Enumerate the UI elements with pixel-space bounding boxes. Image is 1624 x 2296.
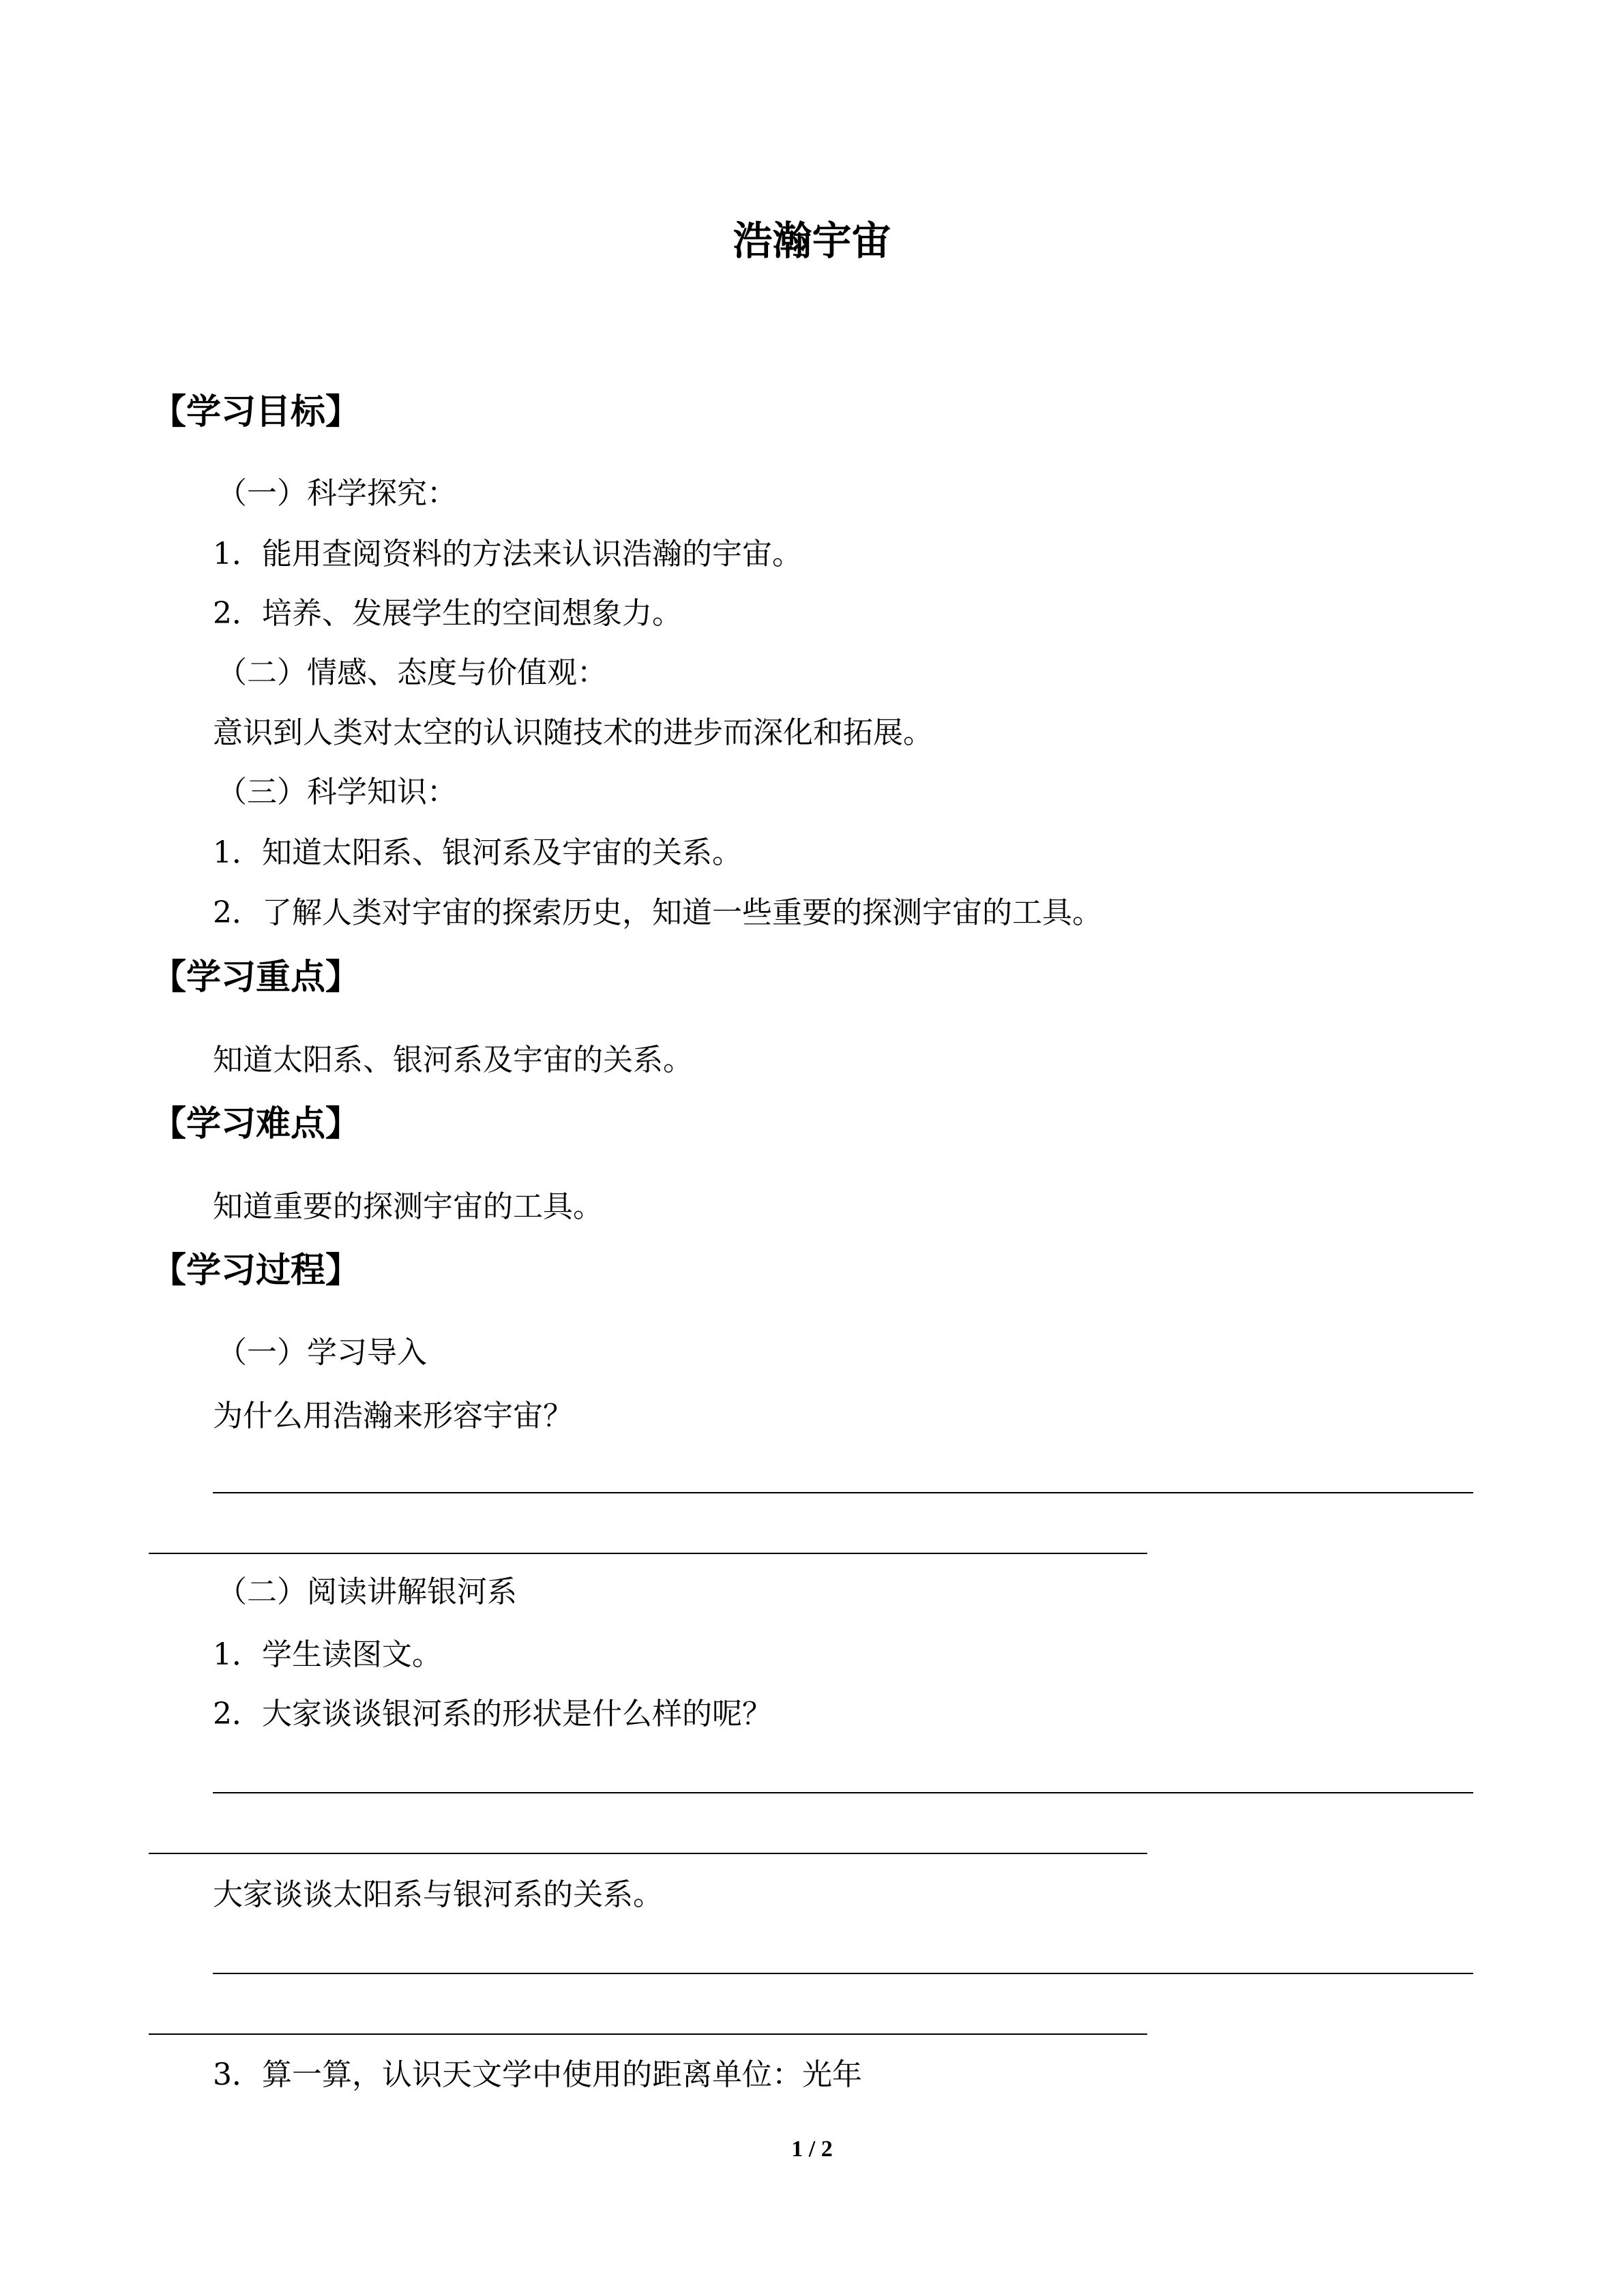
objective-line: 意识到人类对太空的认识随技术的进步而深化和拓展。	[213, 715, 933, 750]
objective-line: 2．培养、发展学生的空间想象力。	[213, 596, 682, 631]
discussion-prompt: 大家谈谈太阳系与银河系的关系。	[213, 1877, 663, 1912]
process-item: 3．算一算，认识天文学中使用的距离单位：光年	[213, 2057, 862, 2092]
difficulties-heading: 【学习难点】	[151, 1104, 361, 1144]
answer-line	[149, 1853, 1147, 1854]
page-title: 浩瀚宇宙	[733, 218, 891, 264]
answer-line	[213, 1792, 1473, 1793]
key-points-heading: 【学习重点】	[151, 957, 361, 998]
objective-line: （三）科学知识：	[217, 775, 457, 809]
process-heading: 【学习过程】	[151, 1251, 361, 1291]
difficulties-text: 知道重要的探测宇宙的工具。	[213, 1189, 603, 1224]
key-points-text: 知道太阳系、银河系及宇宙的关系。	[213, 1043, 693, 1077]
objective-line: 2．了解人类对宇宙的探索历史，知道一些重要的探测宇宙的工具。	[213, 895, 1102, 930]
intro-label: （一）学习导入	[217, 1335, 427, 1370]
objective-line: （二）情感、态度与价值观：	[217, 655, 607, 690]
objectives-heading: 【学习目标】	[151, 392, 361, 432]
answer-line	[213, 1492, 1473, 1493]
objective-line: 1．能用查阅资料的方法来认识浩瀚的宇宙。	[213, 537, 802, 571]
process-item: 1．学生读图文。	[213, 1637, 442, 1672]
answer-line	[213, 1973, 1473, 1974]
answer-line	[149, 1553, 1147, 1554]
page-number: 1 / 2	[791, 2136, 833, 2162]
objective-line: 1．知道太阳系、银河系及宇宙的关系。	[213, 835, 742, 870]
answer-line	[149, 2033, 1147, 2035]
objective-line: （一）科学探究：	[217, 476, 457, 511]
intro-question: 为什么用浩瀚来形容宇宙？	[213, 1399, 573, 1433]
process-item: 2．大家谈谈银河系的形状是什么样的呢？	[213, 1697, 772, 1731]
reading-label: （二）阅读讲解银河系	[217, 1575, 517, 1609]
